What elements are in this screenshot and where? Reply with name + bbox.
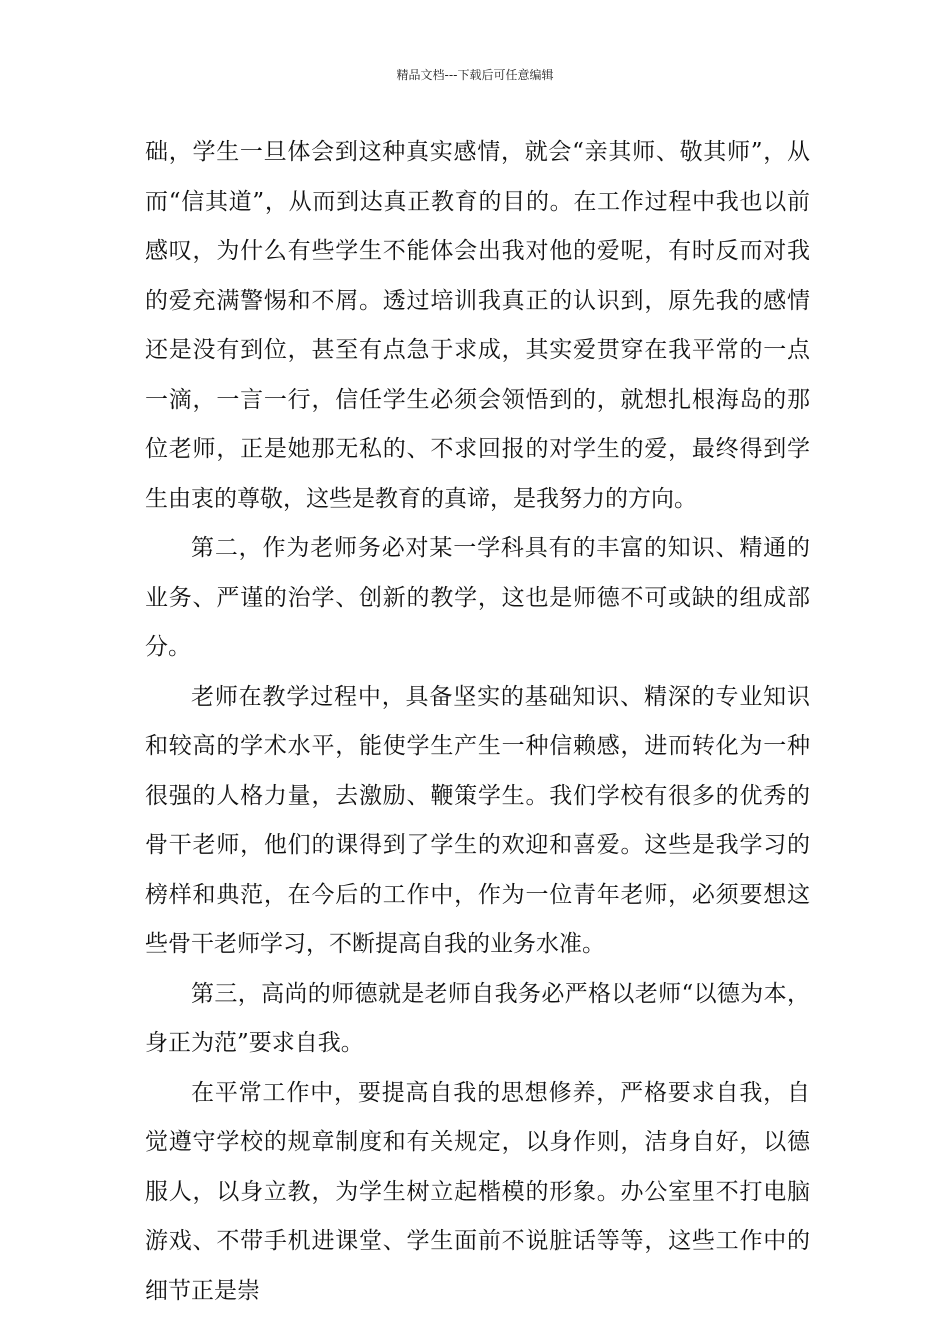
paragraph-4: 第三，高尚的师德就是老师自我务必严格以老师“以德为本，身正为范”要求自我。 [145, 980, 810, 1056]
paragraph-3: 老师在教学过程中，具备坚实的基础知识、精深的专业知识和较高的学术水平，能使学生产生一种信赖感，进而转化为一种很强的人格力量，去激励、鞭策学生。我们学校有很多的优秀的骨干老师，他们的课得到了学生的欢迎和喜爱。这些是我学习的榜样和典范，在今后的工作中，作为一位青年老师，必须要想这些骨干老师学习，不断提高自我的业务水准。 [145, 683, 810, 957]
paragraph-1: 础，学生一旦体会到这种真实感情，就会“亲其师、敬其师”，从而“信其道”，从而到达真正教育的目的。在工作过程中我也以前感叹，为什么有些学生不能体会出我对他的爱呢，有时反而对我的爱充满警惕和不屑。透过培训我真正的认识到，原先我的感情还是没有到位，甚至有点急于求成，其实爱贯穿在我平常的一点一滴，一言一行，信任学生必须会领悟到的，就想扎根海岛的那位老师，正是她那无私的、不求回报的对学生的爱，最终得到学生由衷的尊敬，这些是教育的真谛，是我努力的方向。 [145, 139, 810, 512]
paragraph-5: 在平常工作中，要提高自我的思想修养，严格要求自我，自觉遵守学校的规章制度和有关规定，以身作则，洁身自好，以德服人，以身立教，为学生树立起楷模的形象。办公室里不打电脑游戏、不带手机进课堂、学生面前不说脏话等等，这些工作中的细节正是崇 [145, 1079, 810, 1304]
page-header: 精品文档---下载后可任意编辑 [396, 68, 554, 82]
paragraph-2: 第二，作为老师务必对某一学科具有的丰富的知识、精通的业务、严谨的治学、创新的教学，这也是师德不可或缺的组成部分。 [145, 535, 810, 660]
document-body [145, 128, 810, 1316]
